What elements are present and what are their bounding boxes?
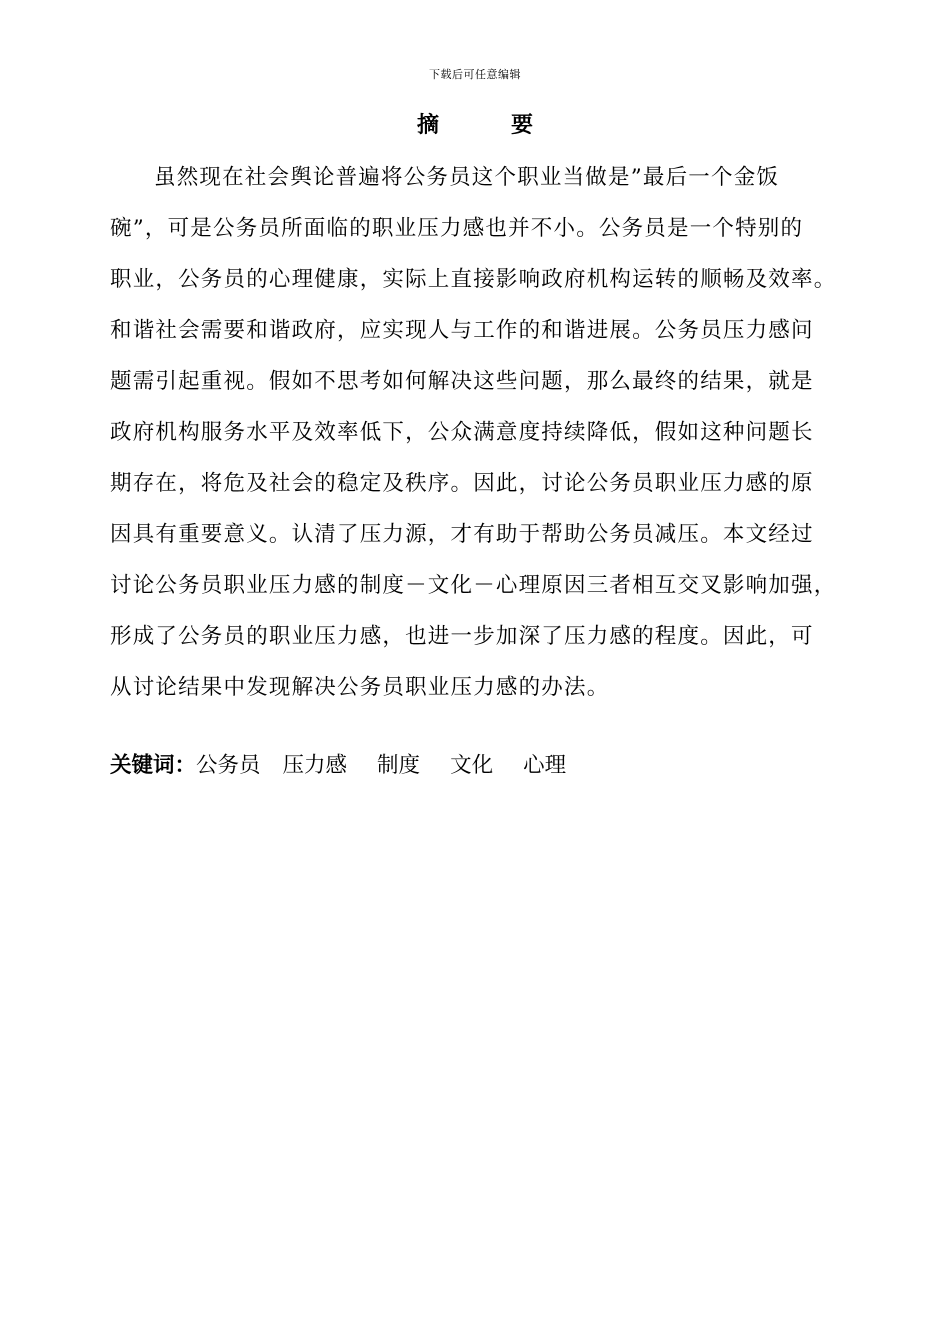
page-title (0, 108, 950, 139)
title-part-1: 摘 (416, 113, 439, 138)
abstract-line: 形成了公务员的职业压力感，也进一步加深了压力感的程度。因此，可 (110, 624, 814, 649)
abstract-line: 碗”，可是公务员所面临的职业压力感也并不小。公务员是一个特别的 (110, 216, 804, 241)
abstract-line: 职业，公务员的心理健康，实际上直接影响政府机构运转的顺畅及效率。 (110, 267, 837, 292)
keyword-item: 压力感 (282, 753, 348, 778)
header-note: 下载后可任意编辑 (429, 68, 521, 81)
keywords-row (110, 748, 588, 784)
abstract-line: 从讨论结果中发现解决公务员职业压力感的办法。 (110, 675, 610, 700)
abstract-line: 因具有重要意义。认清了压力源，才有助于帮助公务员减压。本文经过 (110, 522, 814, 547)
abstract-line: 虽然现在社会舆论普遍将公务员这个职业当做是”最后一个金饭 (154, 165, 780, 190)
keywords-label: 关键词： (110, 753, 197, 778)
keyword-item: 文化 (450, 753, 494, 778)
keyword-item: 心理 (523, 753, 567, 778)
abstract-line: 和谐社会需要和谐政府，应实现人与工作的和谐进展。公务员压力感问 (110, 318, 814, 343)
abstract-line: 期存在，将危及社会的稳定及秩序。因此，讨论公务员职业压力感的原 (110, 471, 814, 496)
title-part-2: 要 (511, 113, 534, 138)
abstract-line: 政府机构服务水平及效率低下，公众满意度持续降低，假如这种问题长 (110, 420, 814, 445)
keyword-item: 制度 (377, 753, 421, 778)
abstract-line: 讨论公务员职业压力感的制度－文化－心理原因三者相互交叉影响加强， (110, 573, 837, 598)
abstract-body (110, 152, 846, 713)
keyword-item: 公务员 (196, 753, 261, 778)
abstract-line: 题需引起重视。假如不思考如何解决这些问题，那么最终的结果，就是 (110, 369, 814, 394)
